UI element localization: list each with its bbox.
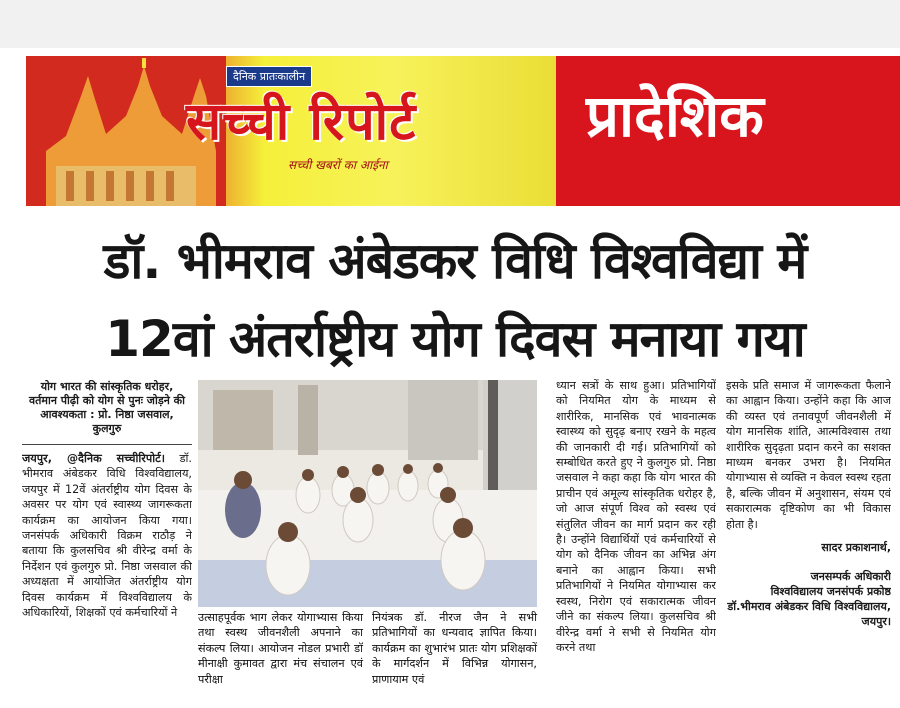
article-column-4	[726, 378, 891, 629]
article-body-2: उत्साहपूर्वक भाग लेकर योगाभ्यास किया तथा स्वस्थ जीवनशैली अपनाने का संकल्प लिया। आयोजन नोडल प्रभारी डॉ मीनाक्षी कुमावत द्वारा मंच संचालन एवं परीक्षा	[198, 611, 363, 686]
masthead	[26, 56, 900, 206]
brand-slogan: सच्ची खबरों का आईना	[288, 158, 388, 172]
article-body-5: इसके प्रति समाज में जागरूकता फैलाने का आह्वान किया। उन्होंने कहा कि आज की व्यस्त एवं तनावपूर्ण जीवनशैली में योग मानसिक शांति, आत्मविश्वास तथा शारीरिक सुदृढ़ता प्रदान करने का सशक्त माध्यम बनकर उभरा है। नियमित योगाभ्यास से व्यक्ति न केवल स्वस्थ रहता है, बल्कि जीवन में अनुशासन, संयम एवं सकारात्मक दृष्टिकोण का भी विकास होता है।	[726, 379, 891, 531]
signature-department: विश्वविद्यालय जनसंपर्क प्रकोष्ठ	[770, 585, 891, 599]
section-title: प्रादेशिक	[586, 82, 764, 150]
deck-divider	[22, 444, 192, 445]
publication-request: सादर प्रकाशनार्थ,	[821, 541, 891, 555]
headline-line-2: 12वां अंतर्राष्ट्रीय योग दिवस मनाया गया	[105, 310, 805, 368]
headline	[20, 222, 890, 378]
signature-title: जनसम्पर्क अधिकारी	[810, 570, 891, 584]
yoga-event-photo	[198, 380, 537, 607]
article-column-1	[22, 380, 192, 620]
article-body-3: नियंत्रक डॉ. नीरज जैन ने सभी प्रतिभागियों का धन्यवाद ज्ञापित किया। कार्यक्रम का शुभारंभ प्रातः योग प्रशिक्षकों के मार्गदर्शन में विभिन्न योगासन, प्राणायाम एवं	[372, 611, 537, 686]
article-column-3	[556, 378, 716, 688]
article-body-1: डॉ. भीमराव अंबेडकर विधि विश्वविद्यालय, जयपुर में 12वें अंतर्राष्ट्रीय योग दिवस के अवसर पर योग एवं स्वास्थ्य जागरूकता कार्यक्रम का आयोजन किया गया। जनसंपर्क अधिकारी विक्रम राठौड़ ने बताया कि कुलसचिव श्री वीरेन्द्र वर्मा के निर्देशन एवं कुलगुरु प्रो. निष्ठा जसवाल की अध्यक्षता में आयोजित अंतर्राष्ट्रीय योग दिवस कार्यक्रम में विश्वविद्यालय के अधिकारियों, शिक्षकों एवं कर्मचारियों ने	[22, 452, 192, 620]
article-deck: योग भारत की सांस्कृतिक धरोहर, वर्तमान पीढ़ी को योग से पुनः जोड़ने की आवश्यकता : प्रो. निष्ठा जसवाल, कुलगुरु	[29, 380, 185, 435]
masthead-brand-panel	[26, 56, 556, 206]
article-body-4: ध्यान सत्रों के साथ हुआ। प्रतिभागियों को नियमित योग के माध्यम से शारीरिक, मानसिक एवं भावनात्मक स्वास्थ्य को सुदृढ़ बनाए रखने के महत्व की जानकारी दी गई। प्रतिभागियों को सम्बोधित करते हुए ने कुलगुरु प्रो. निष्ठा जसवाल ने कहा कहा कि योग भारत की प्राचीन एवं अमूल्य सांस्कृतिक धरोहर है, जो आज संपूर्ण विश्व को स्वस्थ एवं संतुलित जीवन का मार्ग प्रदान कर रही है। उन्होंने विद्यार्थियों एवं कर्मचारियों से योग को दैनिक जीवन का अभिन्न अंग बनाने का आह्वान किया। सभी प्रतिभागियों ने नियमित योगाभ्यास कर स्वस्थ, निरोग एवं सकारात्मक जीवन जीने का संकल्प लिया। कुलसचिव श्री वीरेन्द्र वर्मा ने सभी से नियमित योग करने तथा	[556, 379, 716, 654]
signature-university: डॉ.भीमराव अंबेडकर विधि विश्वविद्यालय, जयपुर।	[727, 600, 891, 629]
brand-tagline: दैनिक प्रातःकालीन	[226, 66, 312, 87]
dateline: जयपुर, @दैनिक सच्चीरिपोर्ट।	[22, 452, 165, 465]
headline-line-1: डॉ. भीमराव अंबेडकर विधि विश्वविद्या में	[103, 232, 807, 290]
brand-logo-text: सच्ची रिपोर्ट	[186, 92, 417, 152]
